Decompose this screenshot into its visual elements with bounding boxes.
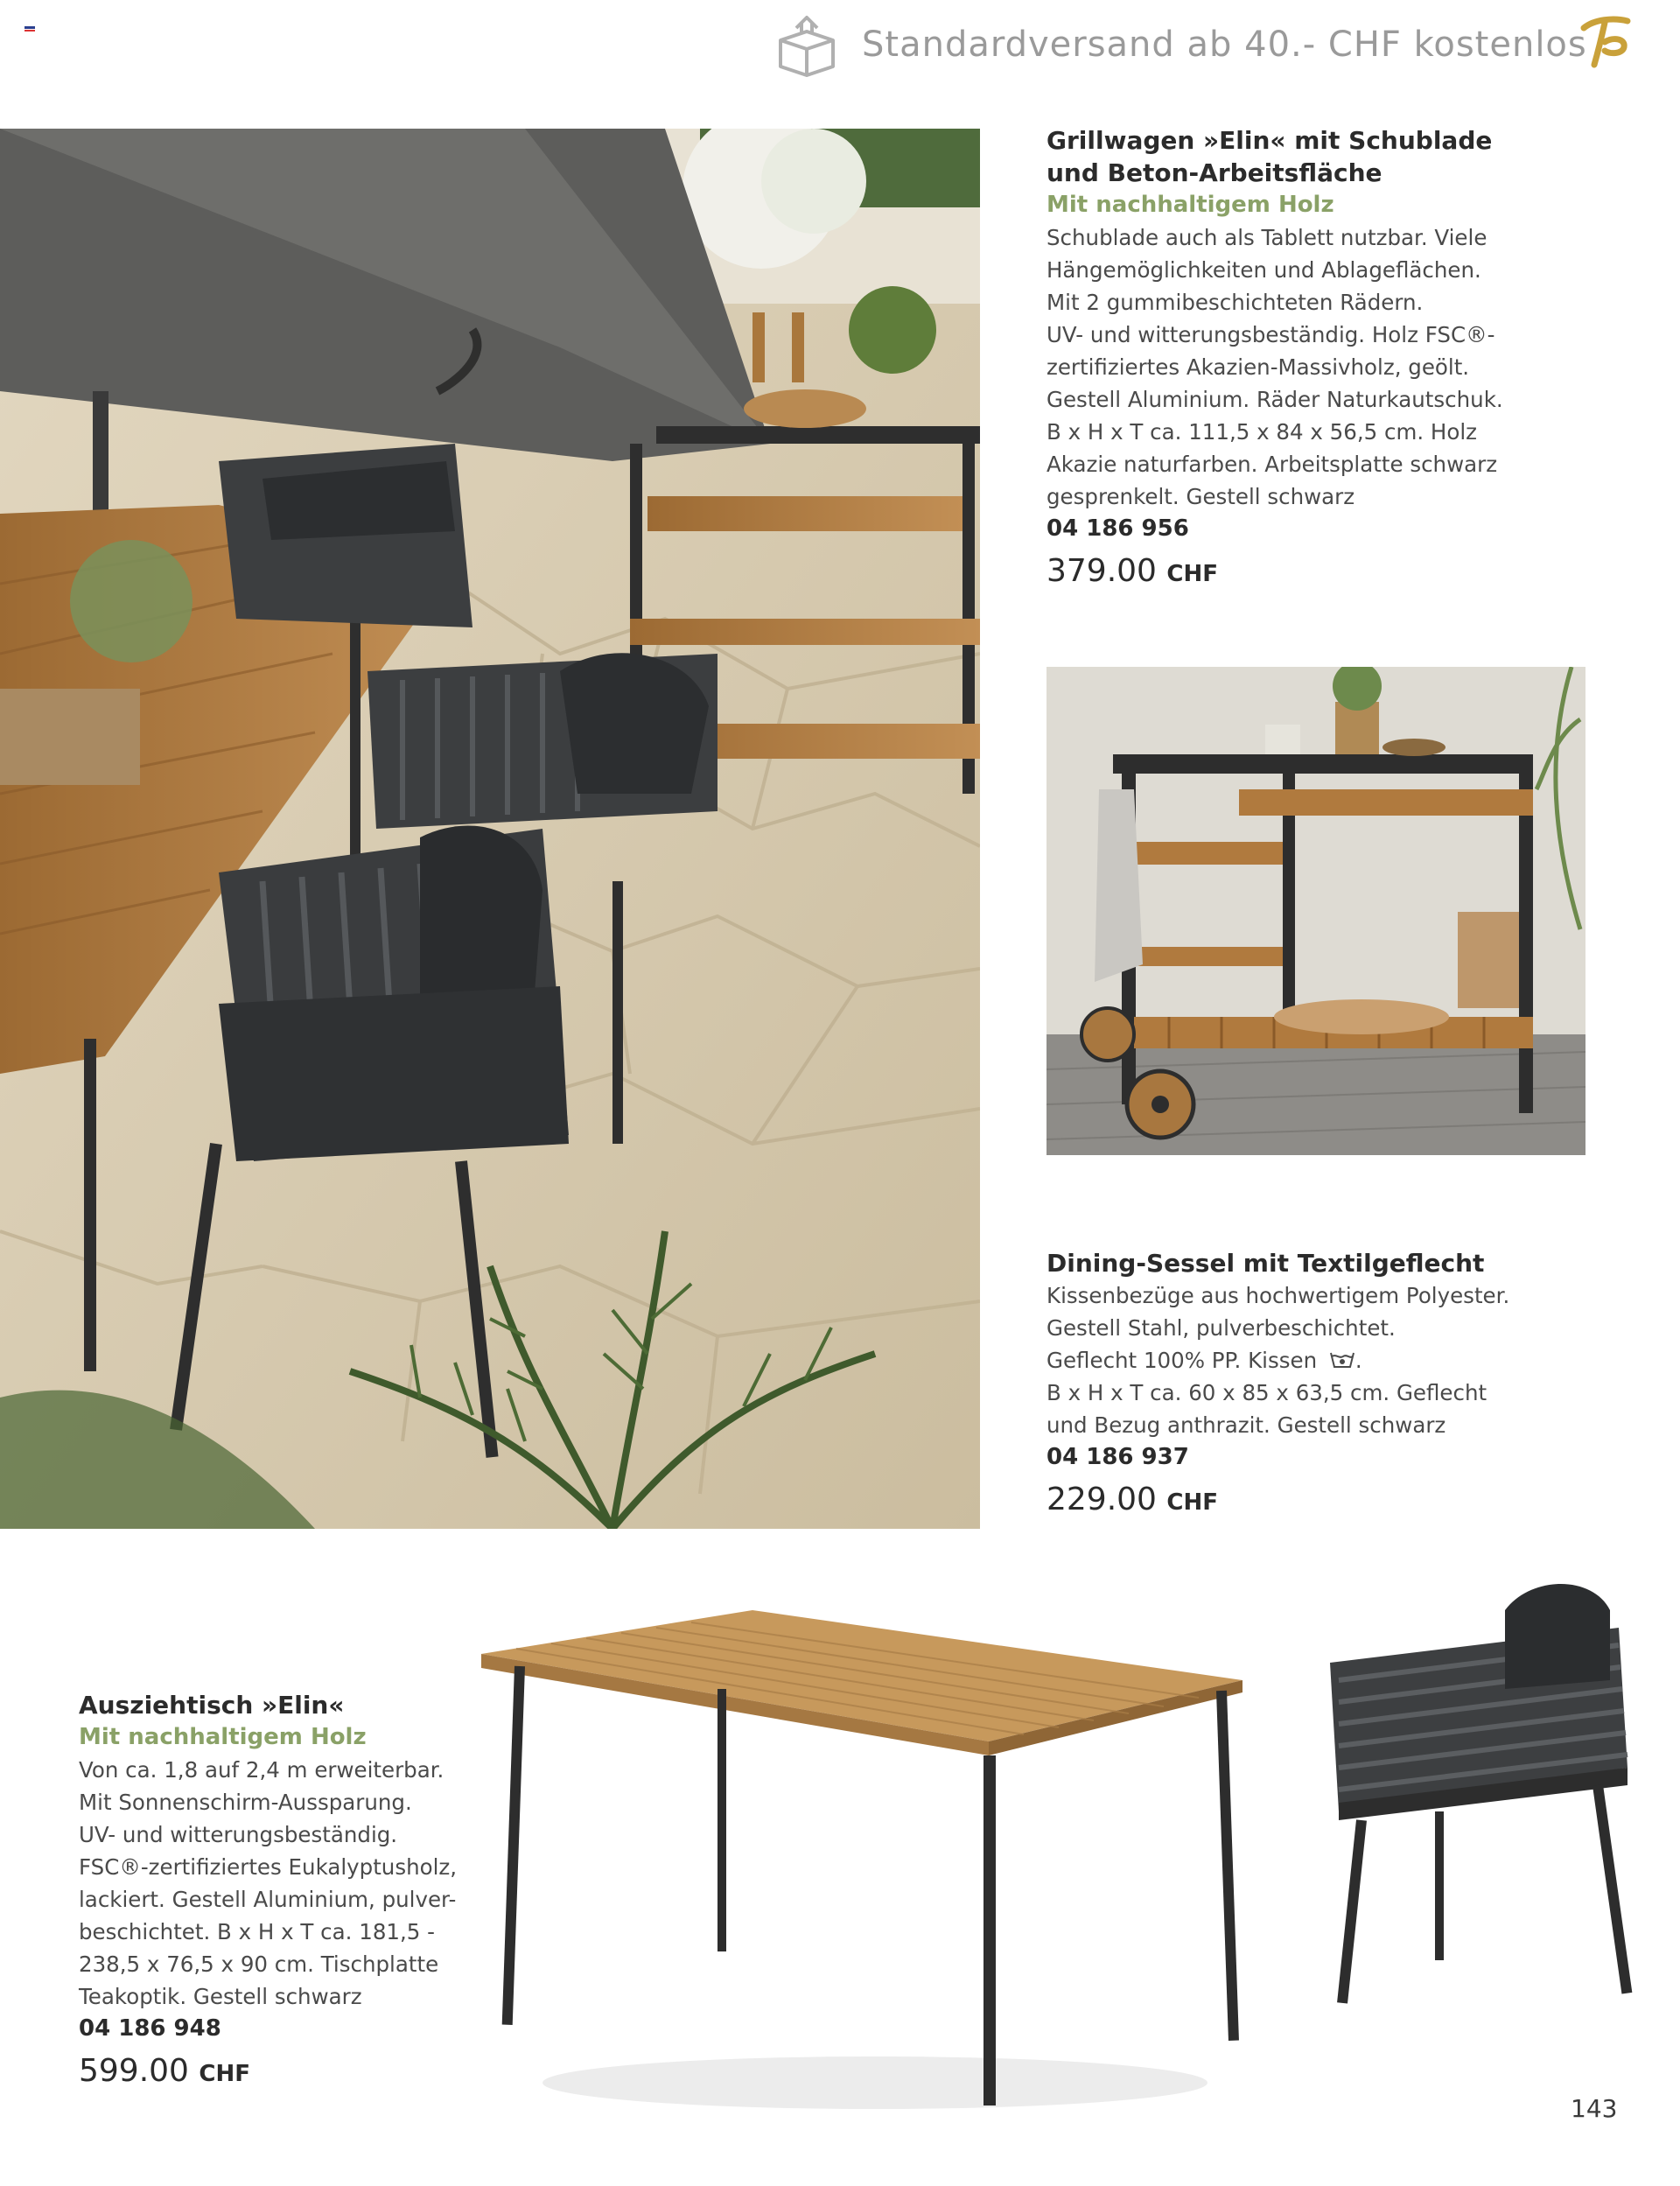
product-description: Schublade auch als Tablett nutzbar. Viele Hängemöglichkeiten und Ablageflächen. Mit 2 gummibeschichteten Rädern. UV- und witterungsbeständig. Holz FSC®- zertifiziertes Akazien-Massivholz, geölt. Gestell Aluminium. Räder Naturkautschuk. B x H x T ca. 111,5 x 84 x 56,5 cm. Holz Akazie naturfarben. Arbeitsplatte schwarz gesprenkelt. Gestell schwarz xyxy=(1046,225,1503,509)
shipping-banner-text: Standardversand ab 40.- CHF kostenlos xyxy=(862,25,1587,65)
product-price: 379.00 CHF xyxy=(1046,553,1219,589)
dining-chair-product-block xyxy=(1046,1247,1536,1524)
wash-care-icon xyxy=(1329,1349,1355,1370)
product-description: Von ca. 1,8 auf 2,4 m erweiterbar. Mit Sonnenschirm-Aussparung. UV- und witterungsbeständig. FSC®-zertifiziertes Eukalyptusholz, lackiert. Gestell Aluminium, pulver- beschichtet. B x H x T ca. 181,5 - 238,5 x 76,5 x 90 cm. Tischplatte Teakoptik. Gestell schwarz xyxy=(79,1757,458,2009)
page-number: 143 xyxy=(1571,2094,1618,2123)
product-subtitle: Mit nachhaltigem Holz xyxy=(1046,192,1334,218)
product-price: 599.00 CHF xyxy=(79,2053,251,2089)
grill-cart-photo xyxy=(1046,667,1586,1155)
product-description: Kissenbezüge aus hochwertigem Polyester. Gestell Stahl, pulverbeschichtet. Geflecht 100% PP. Kissen . B x H x T ca. 60 x 85 x 63,5 cm. Geflecht und Bezug anthrazit. Gestell schwarz xyxy=(1046,1283,1510,1438)
article-number: 04 186 956 xyxy=(1046,515,1189,542)
article-number: 04 186 937 xyxy=(1046,1444,1189,1470)
patio-dining-photo xyxy=(0,129,980,1529)
product-title: Ausziehtisch »Elin« xyxy=(79,1691,345,1720)
box-shipping-icon xyxy=(770,11,844,84)
grill-cart-product-block xyxy=(1046,124,1536,595)
brand-logo-icon xyxy=(1575,11,1636,72)
product-subtitle: Mit nachhaltigem Holz xyxy=(79,1724,367,1750)
product-price: 229.00 CHF xyxy=(1046,1482,1219,1517)
flag-icon xyxy=(24,26,35,35)
article-number: 04 186 948 xyxy=(79,2015,221,2042)
dining-chair-photo xyxy=(1304,1558,1636,2013)
product-title: und Beton-Arbeitsfläche xyxy=(1046,158,1382,187)
product-title: Grillwagen »Elin« mit Schublade xyxy=(1046,126,1493,155)
product-title: Dining-Sessel mit Textilgeflecht xyxy=(1046,1249,1485,1278)
extending-table-product-block xyxy=(79,1689,499,2095)
extending-table-photo xyxy=(464,1593,1260,2118)
